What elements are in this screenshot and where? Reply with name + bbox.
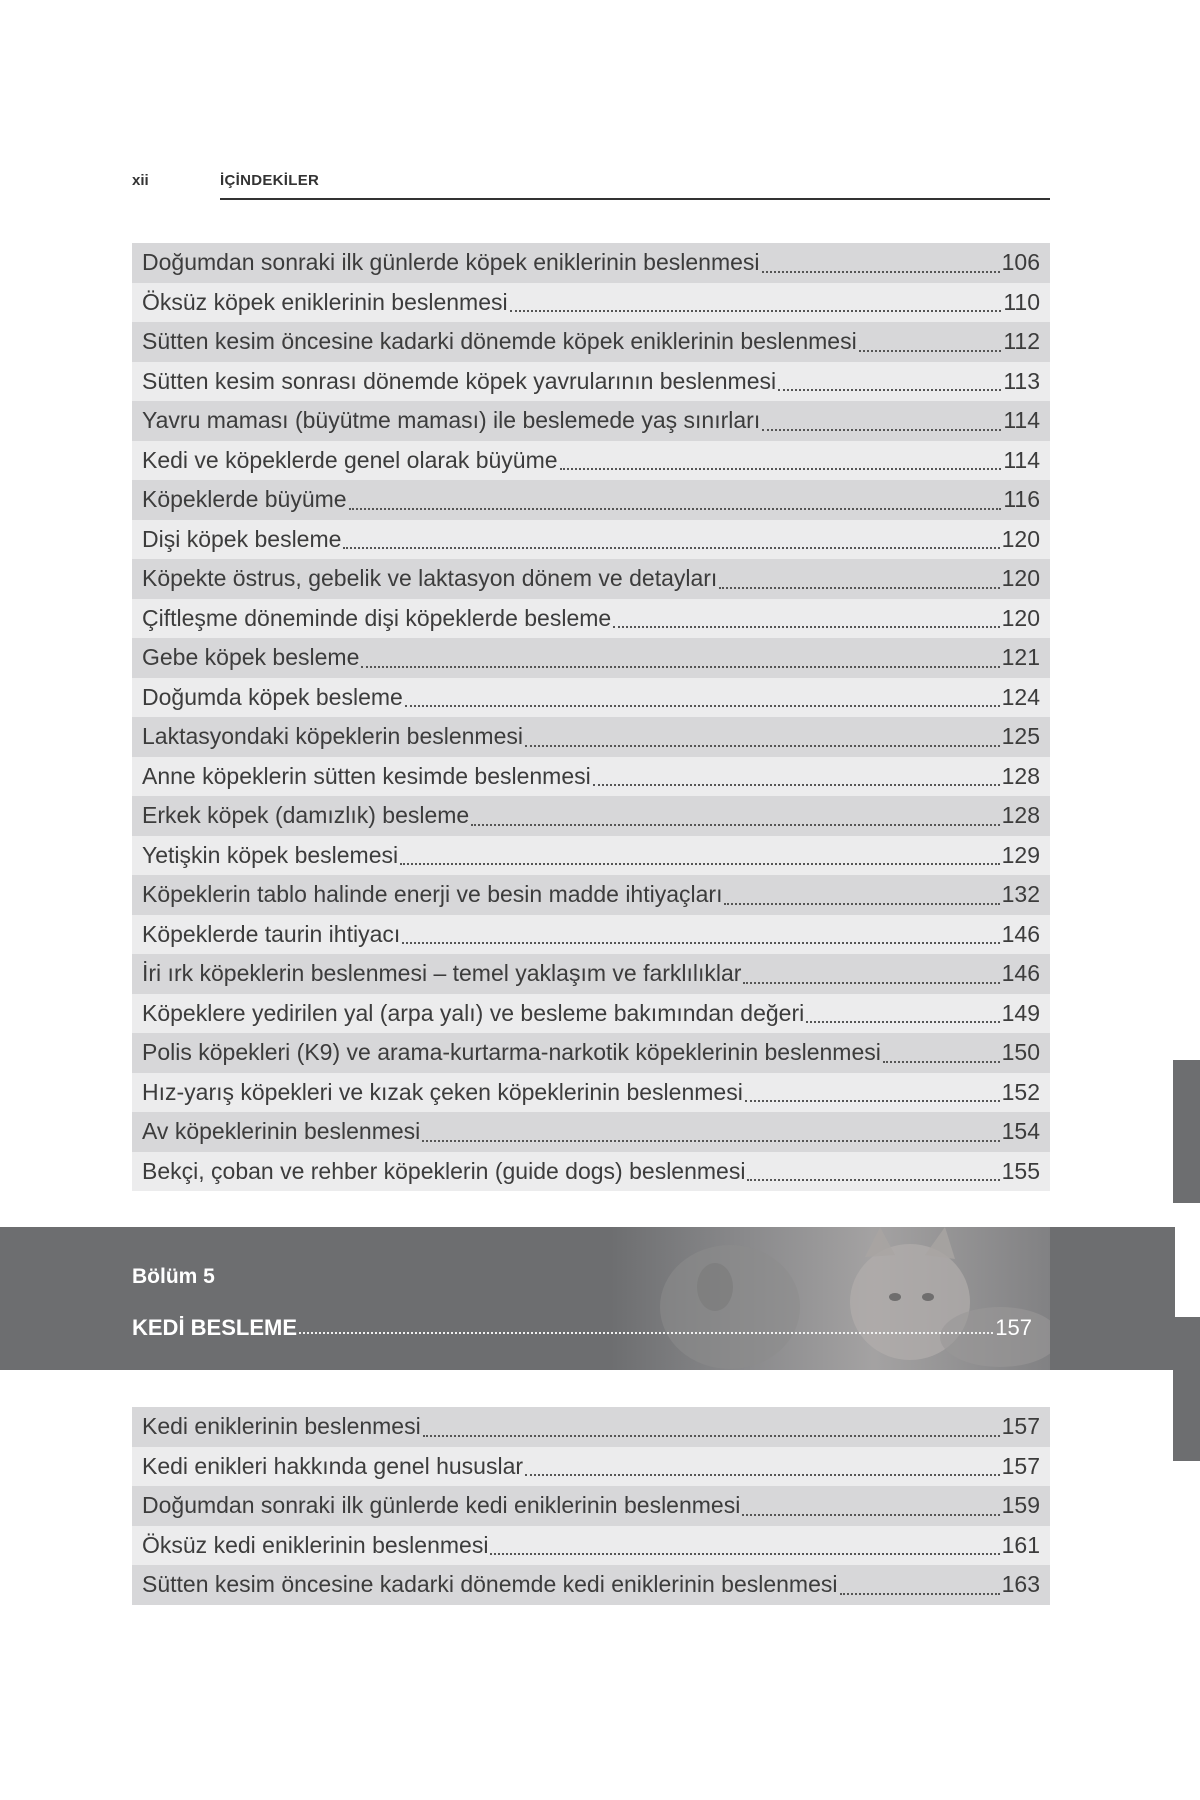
toc-entry-page: 150: [1001, 1039, 1040, 1066]
toc-entry-title: Laktasyondaki köpeklerin beslenmesi: [142, 723, 523, 750]
toc-entry[interactable]: [132, 520, 1050, 560]
pet-silhouette-illustration: [610, 1227, 1050, 1370]
dot-leader: [745, 1099, 1000, 1102]
toc-entry-title: Doğumdan sonraki ilk günlerde köpek eniklerinin beslenmesi: [142, 249, 760, 276]
cat-dog-photo: [610, 1227, 1050, 1370]
toc-entry-page: 120: [1001, 604, 1040, 631]
dot-leader: [747, 1178, 999, 1181]
toc-entry-page: 152: [1001, 1078, 1040, 1105]
toc-entry[interactable]: [132, 559, 1050, 599]
toc-entry[interactable]: [132, 796, 1050, 836]
dot-leader: [299, 1331, 993, 1334]
toc-entry[interactable]: [132, 954, 1050, 994]
toc-entry-page: 112: [1003, 328, 1040, 355]
toc-entry-page: 128: [1001, 802, 1040, 829]
chapter-banner: [0, 1227, 1175, 1370]
header-rule: [220, 198, 1050, 200]
toc-entry-title: Dişi köpek besleme: [142, 525, 342, 552]
toc-entry[interactable]: [132, 1447, 1050, 1487]
chapter-title-entry[interactable]: [132, 1315, 1032, 1341]
toc-entry-title: İri ırk köpeklerin beslenmesi – temel yaklaşım ve farklılıklar: [142, 960, 742, 987]
toc-entry-page: 114: [1003, 446, 1040, 473]
running-title: İÇİNDEKİLER: [220, 172, 320, 189]
toc-entry-title: Sütten kesim sonrası dönemde köpek yavrularının beslenmesi: [142, 367, 777, 394]
dot-leader: [471, 823, 999, 826]
toc-entry-title: Kedi enikleri hakkında genel hususlar: [142, 1452, 524, 1479]
dot-leader: [525, 1473, 1000, 1476]
toc-entry-page: 110: [1003, 288, 1040, 315]
toc-entry[interactable]: [132, 599, 1050, 639]
toc-entry-title: Kedi eniklerinin beslenmesi: [142, 1413, 421, 1440]
toc-entry-page: 120: [1001, 525, 1040, 552]
thumb-index-tab: [1173, 1060, 1200, 1203]
toc-entry-page: 128: [1001, 762, 1040, 789]
toc-entry[interactable]: [132, 283, 1050, 323]
toc-entry[interactable]: [132, 678, 1050, 718]
page-header: [132, 172, 1050, 200]
dot-leader: [613, 625, 999, 628]
toc-entry-title: Köpeklere yedirilen yal (arpa yalı) ve besleme bakımından değeri: [142, 999, 805, 1026]
dot-leader: [719, 586, 999, 589]
toc-entry-page: 129: [1001, 841, 1040, 868]
page-number: xii: [132, 172, 149, 189]
toc-entry-title: Erkek köpek (damızlık) besleme: [142, 802, 470, 829]
dot-leader: [349, 507, 1002, 510]
dot-leader: [402, 941, 999, 944]
dot-leader: [840, 1592, 1000, 1595]
dot-leader: [525, 744, 1000, 747]
toc-entry-page: 154: [1001, 1118, 1040, 1145]
chapter-page: 157: [995, 1315, 1032, 1340]
dot-leader: [510, 309, 1002, 312]
toc-entry[interactable]: [132, 1565, 1050, 1605]
dot-leader: [593, 783, 1000, 786]
dot-leader: [560, 467, 1002, 470]
toc-entry[interactable]: [132, 875, 1050, 915]
dot-leader: [490, 1552, 999, 1555]
dot-leader: [422, 1139, 999, 1142]
toc-entry-title: Polis köpekleri (K9) ve arama-kurtarma-narkotik köpeklerinin beslenmesi: [142, 1039, 881, 1066]
toc-entry[interactable]: [132, 915, 1050, 955]
toc-entry-title: Sütten kesim öncesine kadarki dönemde kedi eniklerinin beslenmesi: [142, 1571, 838, 1598]
dot-leader: [361, 665, 999, 668]
toc-entry-page: 146: [1001, 920, 1040, 947]
dot-leader: [762, 428, 1001, 431]
toc-entry-page: 159: [1001, 1492, 1040, 1519]
thumb-index-tab: [1173, 1317, 1200, 1461]
toc-entry-page: 116: [1003, 486, 1040, 513]
toc-entry-title: Köpekte östrus, gebelik ve laktasyon dönem ve detayları: [142, 565, 718, 592]
toc-entry-title: Gebe köpek besleme: [142, 644, 360, 671]
dot-leader: [883, 1060, 1000, 1063]
toc-entry-title: Yavru maması (büyütme maması) ile beslemede yaş sınırları: [142, 407, 761, 434]
toc-entry[interactable]: [132, 1407, 1050, 1447]
toc-entry-title: Çiftleşme döneminde dişi köpeklerde besleme: [142, 604, 612, 631]
dot-leader: [742, 1513, 999, 1516]
toc-entry[interactable]: [132, 322, 1050, 362]
toc-entry-page: 114: [1003, 407, 1040, 434]
toc-entry-page: 163: [1001, 1571, 1040, 1598]
toc-entry-page: 157: [1001, 1413, 1040, 1440]
chapter-label: Bölüm 5: [132, 1265, 215, 1288]
toc-entry[interactable]: [132, 1526, 1050, 1566]
toc-entry-page: 106: [1001, 249, 1040, 276]
toc-entry-title: Anne köpeklerin sütten kesimde beslenmesi: [142, 762, 591, 789]
dot-leader: [423, 1434, 1000, 1437]
toc-entry-title: Doğumda köpek besleme: [142, 683, 403, 710]
toc-entry[interactable]: [132, 717, 1050, 757]
dot-leader: [343, 546, 999, 549]
toc-entry[interactable]: [132, 1486, 1050, 1526]
toc-entry[interactable]: [132, 243, 1050, 283]
toc-entry-page: 157: [1001, 1452, 1040, 1479]
dot-leader: [724, 902, 999, 905]
toc-entry-title: Kedi ve köpeklerde genel olarak büyüme: [142, 446, 558, 473]
toc-entry[interactable]: [132, 994, 1050, 1034]
toc-entry[interactable]: [132, 757, 1050, 797]
toc-entry-title: Doğumdan sonraki ilk günlerde kedi eniklerinin beslenmesi: [142, 1492, 741, 1519]
toc-entry[interactable]: [132, 1152, 1050, 1192]
toc-entry-title: Av köpeklerinin beslenmesi: [142, 1118, 421, 1145]
dot-leader: [762, 270, 1000, 273]
toc-entry[interactable]: [132, 480, 1050, 520]
dot-leader: [400, 862, 1000, 865]
toc-entry[interactable]: [132, 1033, 1050, 1073]
toc-entry-page: 125: [1001, 723, 1040, 750]
dot-leader: [405, 704, 1000, 707]
toc-entry[interactable]: [132, 1112, 1050, 1152]
toc-entry-page: 155: [1001, 1157, 1040, 1184]
toc-entry-page: 120: [1001, 565, 1040, 592]
toc-entry[interactable]: [132, 441, 1050, 481]
toc-list-dogs: [132, 243, 1050, 1191]
chapter-title: KEDİ BESLEME: [132, 1315, 298, 1340]
toc-entry-title: Hız-yarış köpekleri ve kızak çeken köpeklerinin beslenmesi: [142, 1078, 743, 1105]
toc-entry[interactable]: [132, 638, 1050, 678]
toc-entry-page: 132: [1001, 881, 1040, 908]
toc-entry-title: Köpeklerin tablo halinde enerji ve besin madde ihtiyaçları: [142, 881, 723, 908]
toc-entry-page: 124: [1001, 683, 1040, 710]
toc-entry-page: 161: [1001, 1531, 1040, 1558]
dot-leader: [859, 349, 1002, 352]
toc-entry-title: Köpeklerde büyüme: [142, 486, 347, 513]
toc-entry-page: 121: [1001, 644, 1040, 671]
toc-entry-title: Köpeklerde taurin ihtiyacı: [142, 920, 401, 947]
dot-leader: [778, 388, 1001, 391]
dot-leader: [743, 981, 999, 984]
toc-entry-title: Bekçi, çoban ve rehber köpeklerin (guide dogs) beslenmesi: [142, 1157, 746, 1184]
toc-entry-title: Öksüz köpek eniklerinin beslenmesi: [142, 288, 508, 315]
toc-entry[interactable]: [132, 401, 1050, 441]
toc-list-cats: [132, 1407, 1050, 1605]
toc-entry[interactable]: [132, 362, 1050, 402]
toc-entry-page: 146: [1001, 960, 1040, 987]
toc-entry[interactable]: [132, 1073, 1050, 1113]
toc-entry-page: 149: [1001, 999, 1040, 1026]
toc-entry-title: Sütten kesim öncesine kadarki dönemde köpek eniklerinin beslenmesi: [142, 328, 857, 355]
toc-entry-title: Öksüz kedi eniklerinin beslenmesi: [142, 1531, 489, 1558]
toc-entry[interactable]: [132, 836, 1050, 876]
toc-entry-title: Yetişkin köpek beslemesi: [142, 841, 399, 868]
toc-entry-page: 113: [1003, 367, 1040, 394]
dot-leader: [806, 1020, 999, 1023]
